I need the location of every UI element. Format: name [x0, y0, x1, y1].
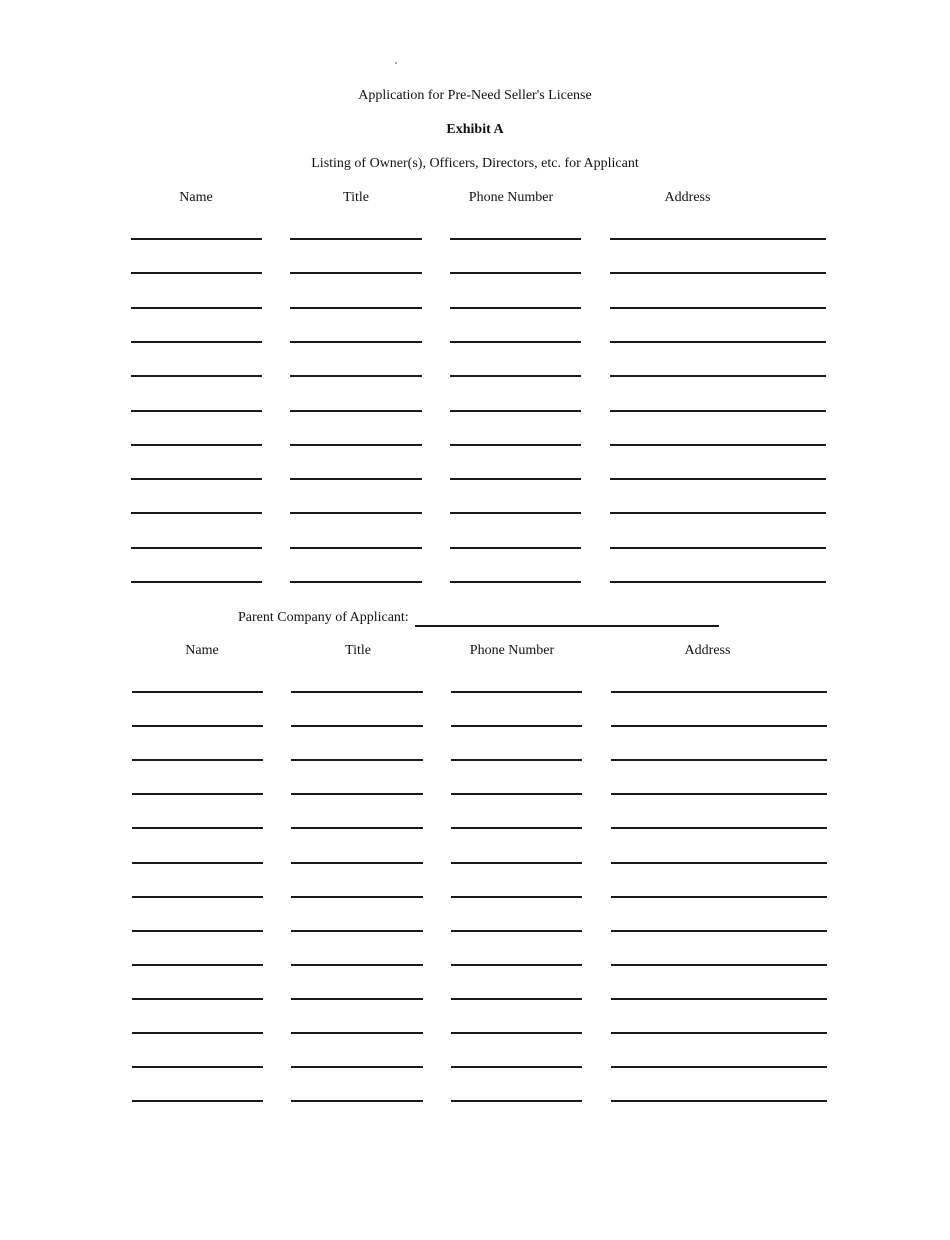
applicant-row-3-phone-line[interactable]: [450, 307, 581, 309]
applicant-row-11-title-line[interactable]: [290, 581, 422, 583]
parent-row-2-address-line[interactable]: [611, 725, 827, 727]
parent-row-8-address-line[interactable]: [611, 930, 827, 932]
applicant-row-3-title-line[interactable]: [290, 307, 422, 309]
parent-row-7-title-line[interactable]: [291, 896, 423, 898]
parent-row-13-name-line[interactable]: [132, 1100, 263, 1102]
parent-row-1-address-line[interactable]: [611, 691, 827, 693]
parent-row-4-title-line[interactable]: [291, 793, 423, 795]
parent-row-7-address-line[interactable]: [611, 896, 827, 898]
applicant-row-5-title-line[interactable]: [290, 375, 422, 377]
parent-row-8-phone-line[interactable]: [451, 930, 582, 932]
applicant-row-11-address-line[interactable]: [610, 581, 826, 583]
parent-row-12-phone-line[interactable]: [451, 1066, 582, 1068]
parent-row-5-address-line[interactable]: [611, 827, 827, 829]
applicant-row-1-phone-line[interactable]: [450, 238, 581, 240]
scan-speck: [395, 62, 397, 64]
applicant-row-1-address-line[interactable]: [610, 238, 826, 240]
parent-row-3-phone-line[interactable]: [451, 759, 582, 761]
applicant-col-name-header: Name: [179, 190, 213, 205]
applicant-row-6-title-line[interactable]: [290, 410, 422, 412]
applicant-row-11-name-line[interactable]: [131, 581, 262, 583]
parent-row-4-phone-line[interactable]: [451, 793, 582, 795]
applicant-row-2-phone-line[interactable]: [450, 272, 581, 274]
parent-row-7-name-line[interactable]: [132, 896, 263, 898]
parent-row-9-phone-line[interactable]: [451, 964, 582, 966]
parent-row-5-title-line[interactable]: [291, 827, 423, 829]
parent-row-9-name-line[interactable]: [132, 964, 263, 966]
parent-row-13-phone-line[interactable]: [451, 1100, 582, 1102]
parent-row-13-title-line[interactable]: [291, 1100, 423, 1102]
parent-row-3-title-line[interactable]: [291, 759, 423, 761]
parent-row-6-phone-line[interactable]: [451, 862, 582, 864]
applicant-row-8-name-line[interactable]: [131, 478, 262, 480]
listing-heading: Listing of Owner(s), Officers, Directors, etc. for Applicant: [311, 156, 639, 171]
applicant-row-8-phone-line[interactable]: [450, 478, 581, 480]
parent-row-2-name-line[interactable]: [132, 725, 263, 727]
applicant-row-8-title-line[interactable]: [290, 478, 422, 480]
applicant-row-4-address-line[interactable]: [610, 341, 826, 343]
applicant-row-6-address-line[interactable]: [610, 410, 826, 412]
parent-row-11-name-line[interactable]: [132, 1032, 263, 1034]
applicant-col-phone-header: Phone Number: [468, 190, 554, 205]
applicant-row-8-address-line[interactable]: [610, 478, 826, 480]
parent-row-4-address-line[interactable]: [611, 793, 827, 795]
applicant-row-7-name-line[interactable]: [131, 444, 262, 446]
applicant-row-2-name-line[interactable]: [131, 272, 262, 274]
parent-row-6-title-line[interactable]: [291, 862, 423, 864]
parent-row-12-name-line[interactable]: [132, 1066, 263, 1068]
parent-company-label: Parent Company of Applicant:: [238, 610, 409, 625]
parent-row-5-phone-line[interactable]: [451, 827, 582, 829]
applicant-row-4-title-line[interactable]: [290, 341, 422, 343]
applicant-row-7-title-line[interactable]: [290, 444, 422, 446]
applicant-row-10-title-line[interactable]: [290, 547, 422, 549]
parent-row-10-phone-line[interactable]: [451, 998, 582, 1000]
parent-row-11-phone-line[interactable]: [451, 1032, 582, 1034]
applicant-row-9-title-line[interactable]: [290, 512, 422, 514]
applicant-row-11-phone-line[interactable]: [450, 581, 581, 583]
applicant-row-6-phone-line[interactable]: [450, 410, 581, 412]
parent-col-name-header: Name: [185, 643, 219, 658]
applicant-row-9-address-line[interactable]: [610, 512, 826, 514]
parent-row-9-title-line[interactable]: [291, 964, 423, 966]
applicant-row-4-name-line[interactable]: [131, 341, 262, 343]
parent-row-7-phone-line[interactable]: [451, 896, 582, 898]
parent-row-10-title-line[interactable]: [291, 998, 423, 1000]
parent-col-title-header: Title: [345, 643, 371, 658]
parent-row-4-name-line[interactable]: [132, 793, 263, 795]
parent-row-10-name-line[interactable]: [132, 998, 263, 1000]
parent-row-11-address-line[interactable]: [611, 1032, 827, 1034]
parent-row-6-name-line[interactable]: [132, 862, 263, 864]
applicant-row-2-address-line[interactable]: [610, 272, 826, 274]
applicant-row-7-phone-line[interactable]: [450, 444, 581, 446]
exhibit-heading: Exhibit A: [446, 122, 504, 137]
applicant-row-3-name-line[interactable]: [131, 307, 262, 309]
parent-row-12-title-line[interactable]: [291, 1066, 423, 1068]
parent-company-field[interactable]: [415, 625, 719, 627]
applicant-row-4-phone-line[interactable]: [450, 341, 581, 343]
parent-row-1-name-line[interactable]: [132, 691, 263, 693]
parent-row-2-phone-line[interactable]: [451, 725, 582, 727]
parent-col-address-header: Address: [684, 643, 731, 658]
form-title: Application for Pre-Need Seller's License: [358, 88, 592, 103]
parent-row-1-phone-line[interactable]: [451, 691, 582, 693]
parent-row-1-title-line[interactable]: [291, 691, 423, 693]
applicant-row-9-phone-line[interactable]: [450, 512, 581, 514]
applicant-row-1-name-line[interactable]: [131, 238, 262, 240]
applicant-row-10-address-line[interactable]: [610, 547, 826, 549]
applicant-row-10-phone-line[interactable]: [450, 547, 581, 549]
parent-row-2-title-line[interactable]: [291, 725, 423, 727]
parent-row-10-address-line[interactable]: [611, 998, 827, 1000]
parent-row-3-address-line[interactable]: [611, 759, 827, 761]
applicant-row-3-address-line[interactable]: [610, 307, 826, 309]
applicant-row-5-phone-line[interactable]: [450, 375, 581, 377]
applicant-row-2-title-line[interactable]: [290, 272, 422, 274]
applicant-row-9-name-line[interactable]: [131, 512, 262, 514]
applicant-row-7-address-line[interactable]: [610, 444, 826, 446]
applicant-col-address-header: Address: [664, 190, 711, 205]
applicant-row-5-name-line[interactable]: [131, 375, 262, 377]
parent-row-11-title-line[interactable]: [291, 1032, 423, 1034]
parent-row-12-address-line[interactable]: [611, 1066, 827, 1068]
parent-row-6-address-line[interactable]: [611, 862, 827, 864]
parent-row-8-title-line[interactable]: [291, 930, 423, 932]
applicant-row-1-title-line[interactable]: [290, 238, 422, 240]
parent-col-phone-header: Phone Number: [469, 643, 555, 658]
parent-row-8-name-line[interactable]: [132, 930, 263, 932]
parent-row-3-name-line[interactable]: [132, 759, 263, 761]
applicant-row-10-name-line[interactable]: [131, 547, 262, 549]
parent-row-9-address-line[interactable]: [611, 964, 827, 966]
applicant-col-title-header: Title: [343, 190, 369, 205]
applicant-row-5-address-line[interactable]: [610, 375, 826, 377]
parent-row-13-address-line[interactable]: [611, 1100, 827, 1102]
parent-row-5-name-line[interactable]: [132, 827, 263, 829]
applicant-row-6-name-line[interactable]: [131, 410, 262, 412]
